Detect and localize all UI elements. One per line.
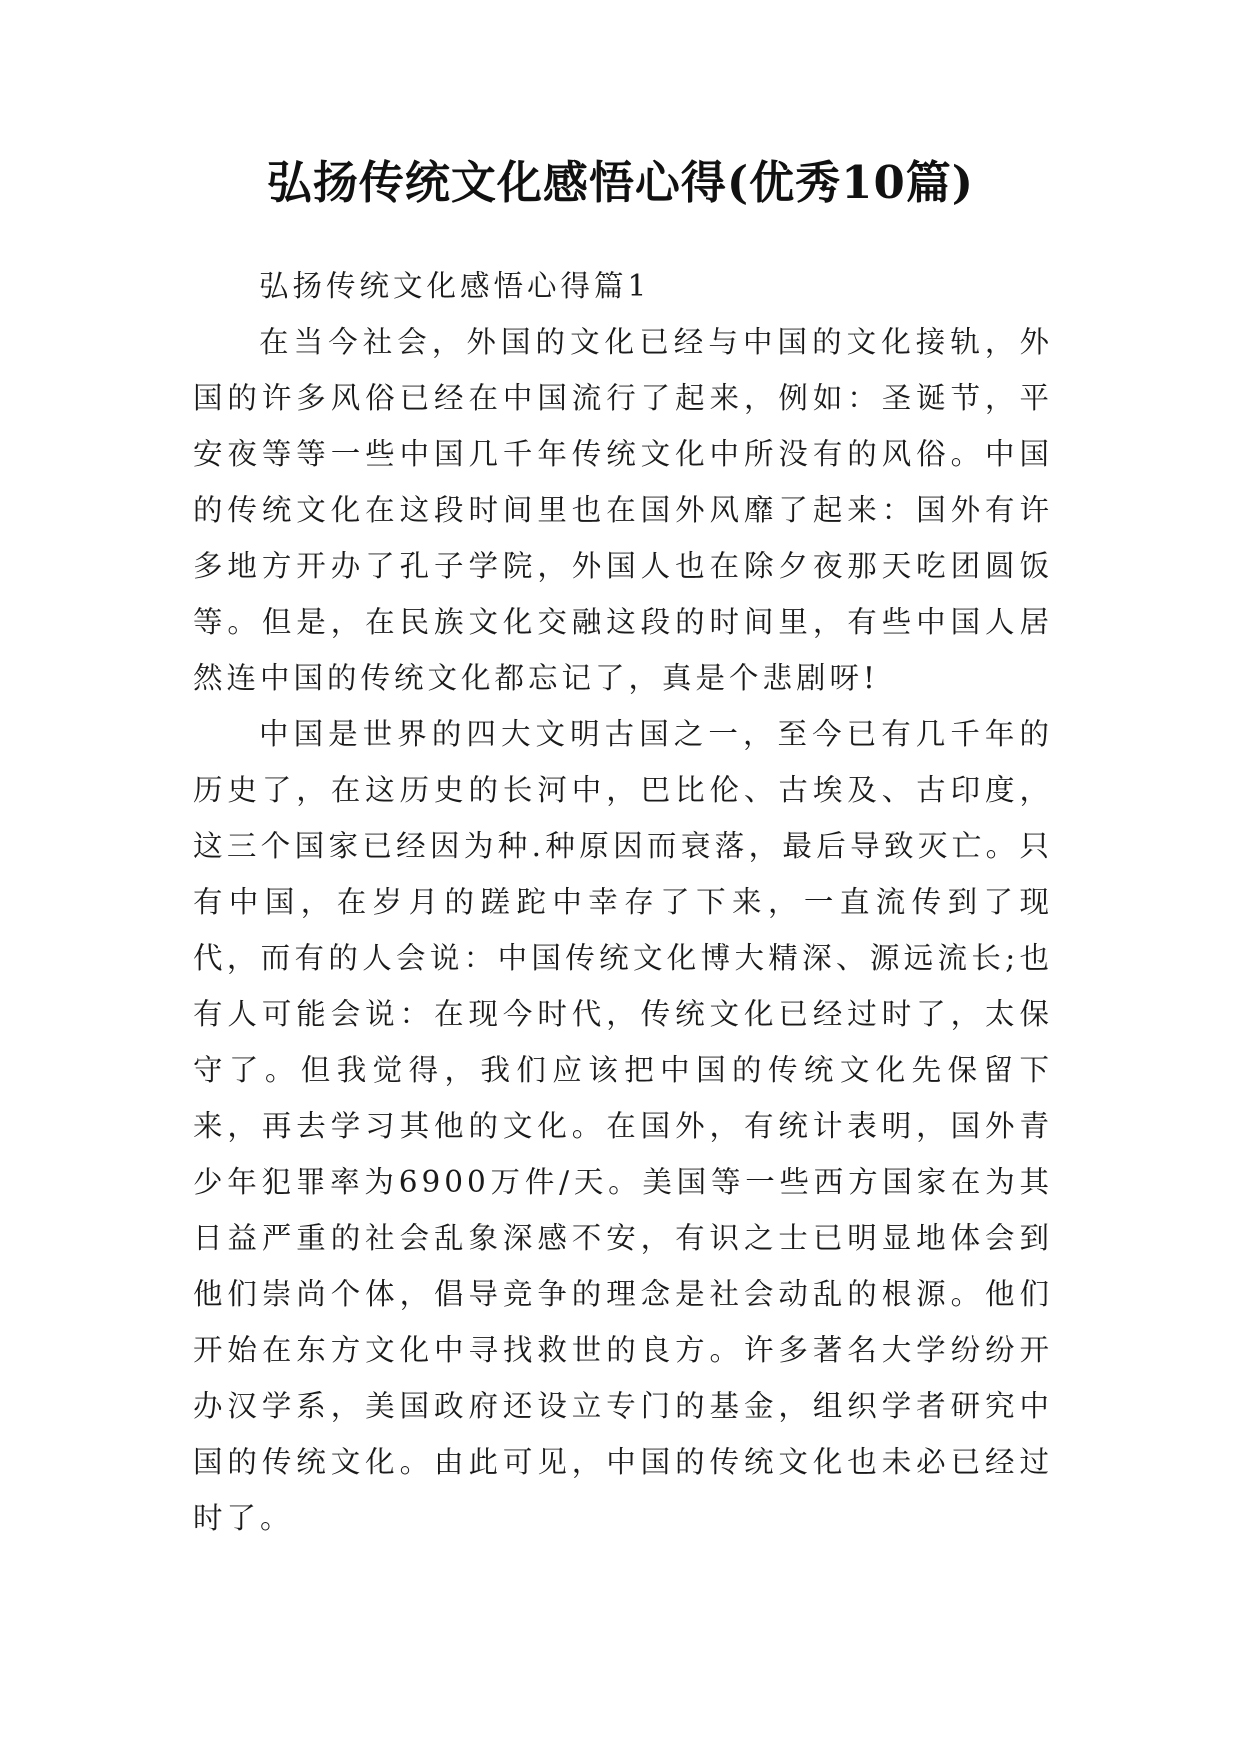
paragraph-1: 在当今社会，外国的文化已经与中国的文化接轨，外国的许多风俗已经在中国流行了起来，例如：圣诞节，平安夜等等一些中国几千年传统文化中所没有的风俗。中国的传统文化在这段时间里也在国外风靡了起来：国外有许多地方开办了孔子学院，外国人也在除夕夜那天吃团圆饭等。但是，在民族文化交融这段的时间里，有些中国人居然连中国的传统文化都忘记了，真是个悲剧呀! [193,325,1053,695]
document-body [193,258,1053,1546]
section-heading: 弘扬传统文化感悟心得篇1 [259,269,651,303]
document-title: 弘扬传统文化感悟心得(优秀10篇) [266,156,975,209]
paragraph-2: 中国是世界的四大文明古国之一，至今已有几千年的历史了，在这历史的长河中，巴比伦、古埃及、古印度，这三个国家已经因为种.种原因而衰落，最后导致灭亡。只有中国，在岁月的蹉跎中幸存了下来，一直流传到了现代，而有的人会说：中国传统文化博大精深、源远流长;也有人可能会说：在现今时代，传统文化已经过时了，太保守了。但我觉得，我们应该把中国的传统文化先保留下来，再去学习其他的文化。在国外，有统计表明，国外青少年犯罪率为6900万件/天。美国等一些西方国家在为其日益严重的社会乱象深感不安，有识之士已明显地体会到他们崇尚个体，倡导竞争的理念是社会动乱的根源。他们开始在东方文化中寻找救世的良方。许多著名大学纷纷开办汉学系，美国政府还设立专门的基金，组织学者研究中国的传统文化。由此可见，中国的传统文化也未必已经过时了。 [193,717,1053,1535]
